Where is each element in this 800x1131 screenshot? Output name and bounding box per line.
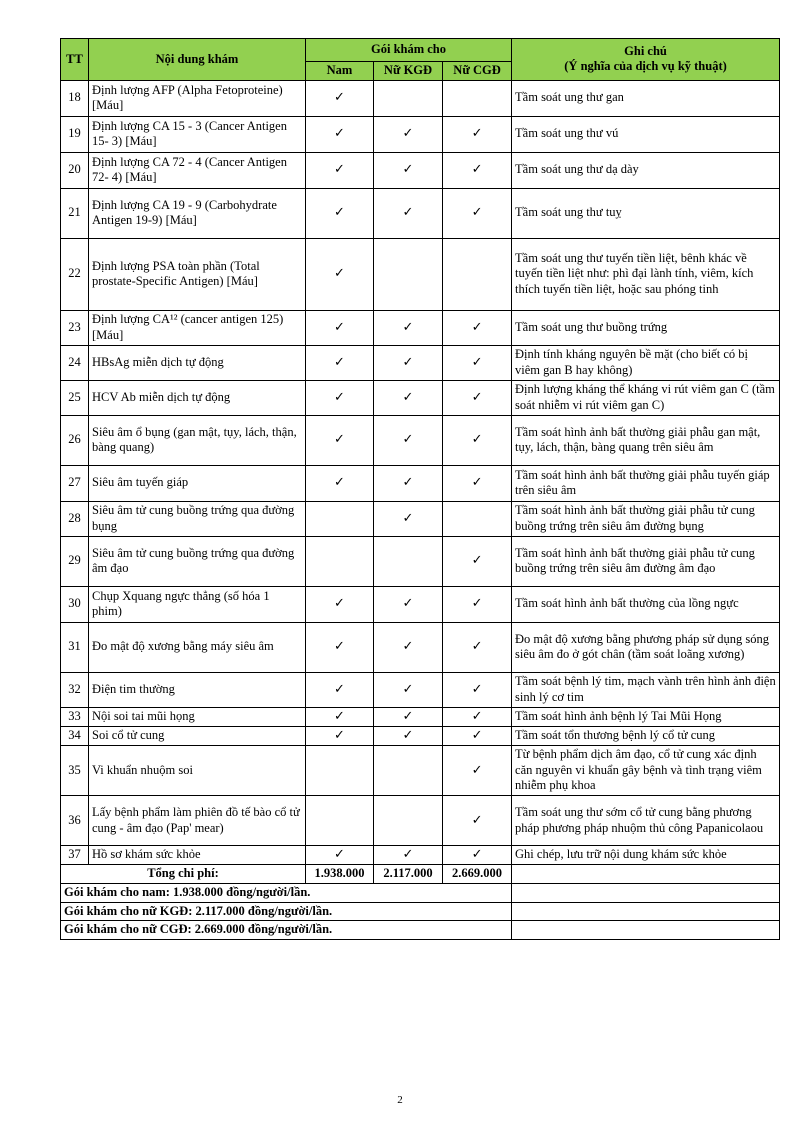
- check-cell-kgd: [374, 707, 443, 726]
- check-cell-cgd: [443, 672, 512, 707]
- check-icon: ✓: [471, 319, 483, 335]
- check-cell-cgd: [443, 415, 512, 465]
- row-number: 32: [61, 672, 89, 707]
- table-row: [61, 746, 780, 796]
- check-cell-nam: [306, 188, 374, 238]
- check-cell-cgd: [443, 536, 512, 586]
- summary-nu-kgd: Gói khám cho nữ KGĐ: 2.117.000 đồng/người/lần.: [61, 902, 512, 921]
- check-cell-cgd: [443, 310, 512, 345]
- check-cell-nam: [306, 536, 374, 586]
- table-row: [61, 586, 780, 622]
- row-content: Soi cổ tử cung: [89, 726, 306, 745]
- check-icon: ✓: [334, 266, 345, 281]
- check-cell-kgd: [374, 622, 443, 672]
- check-cell-cgd: [443, 586, 512, 622]
- row-number: 24: [61, 345, 89, 380]
- summary-nam: Gói khám cho nam: 1.938.000 đồng/người/lần.: [61, 884, 512, 903]
- rows-body: [61, 80, 780, 865]
- summary-row: [61, 921, 780, 940]
- row-content: Siêu âm tuyến giáp: [89, 465, 306, 501]
- check-cell-nam: [306, 846, 374, 865]
- check-icon: ✓: [471, 354, 483, 370]
- row-content: Nội soi tai mũi họng: [89, 707, 306, 726]
- check-cell-nam: [306, 707, 374, 726]
- check-icon: ✓: [334, 847, 345, 863]
- check-cell-kgd: [374, 586, 443, 622]
- header-tt: TT: [61, 39, 89, 81]
- row-number: 19: [61, 116, 89, 152]
- row-content: Hồ sơ khám sức khỏe: [89, 846, 306, 865]
- exam-package-table: [60, 38, 780, 940]
- total-note-empty: [512, 865, 780, 884]
- row-content: Định lượng CA 72 - 4 (Cancer Antigen 72- 4) [Máu]: [89, 152, 306, 188]
- row-number: 35: [61, 746, 89, 796]
- check-icon: ✓: [334, 90, 345, 105]
- check-cell-kgd: [374, 188, 443, 238]
- check-cell-cgd: [443, 846, 512, 865]
- check-cell-kgd: [374, 796, 443, 846]
- check-cell-kgd: [374, 672, 443, 707]
- check-cell-cgd: [443, 726, 512, 745]
- row-note: Tầm soát ung thư buồng trứng: [512, 310, 780, 345]
- page-number: 2: [397, 1094, 403, 1106]
- check-cell-nam: [306, 152, 374, 188]
- row-note: Tầm soát ung thư tuyến tiền liệt, bênh khác về tuyến tiền liệt như: phì đại lành tính, viêm, kích thích tuyến tiền liệt, hoặc sau phóng tinh: [512, 238, 780, 310]
- row-content: Điện tim thường: [89, 672, 306, 707]
- total-nu-kgd: 2.117.000: [374, 865, 443, 884]
- check-icon: ✓: [471, 205, 483, 220]
- check-cell-kgd: [374, 536, 443, 586]
- row-number: 21: [61, 188, 89, 238]
- check-cell-cgd: [443, 238, 512, 310]
- row-content: Siêu âm tử cung buồng trứng qua đường bụng: [89, 501, 306, 536]
- check-icon: ✓: [334, 432, 345, 447]
- check-icon: ✓: [402, 847, 414, 863]
- check-cell-kgd: [374, 310, 443, 345]
- total-nu-cgd: 2.669.000: [443, 865, 512, 884]
- table-row: [61, 238, 780, 310]
- check-cell-nam: [306, 622, 374, 672]
- table-row: [61, 622, 780, 672]
- check-icon: ✓: [471, 847, 483, 863]
- check-icon: ✓: [402, 596, 414, 611]
- check-icon: ✓: [471, 432, 483, 447]
- header-note-title: Ghi chú: [624, 43, 667, 58]
- summary-empty: [512, 921, 780, 940]
- row-number: 33: [61, 707, 89, 726]
- row-content: Chụp Xquang ngực thẳng (số hóa 1 phim): [89, 586, 306, 622]
- row-number: 29: [61, 536, 89, 586]
- row-note: Từ bệnh phẩm dịch âm đạo, cổ tử cung xác định căn nguyên vi khuẩn gây bệnh và tình trạng viêm nhiễm phụ khoa: [512, 746, 780, 796]
- header-note: [512, 39, 780, 81]
- check-cell-nam: [306, 672, 374, 707]
- row-content: Siêu âm ổ bụng (gan mật, tụy, lách, thận, bàng quang): [89, 415, 306, 465]
- check-icon: ✓: [471, 162, 483, 177]
- row-note: Tầm soát hình ảnh bất thường giải phẫu tuyến giáp trên siêu âm: [512, 465, 780, 501]
- table-row: [61, 796, 780, 846]
- row-content: Định lượng CA¹² (cancer antigen 125) [Máu]: [89, 310, 306, 345]
- check-icon: ✓: [471, 475, 483, 490]
- row-note: Ghi chép, lưu trữ nội dung khám sức khỏe: [512, 846, 780, 865]
- check-icon: ✓: [471, 596, 483, 611]
- row-number: 26: [61, 415, 89, 465]
- table-row: [61, 536, 780, 586]
- total-row: [61, 865, 780, 884]
- check-cell-nam: [306, 796, 374, 846]
- table-row: [61, 310, 780, 345]
- table-row: [61, 116, 780, 152]
- check-icon: ✓: [402, 162, 414, 177]
- check-cell-cgd: [443, 465, 512, 501]
- check-icon: ✓: [471, 553, 483, 568]
- row-note: Tầm soát ung thư vú: [512, 116, 780, 152]
- row-note: Tầm soát hình ảnh bất thường giải phẫu tử cung buồng trứng trên siêu âm đường bụng: [512, 501, 780, 536]
- check-icon: ✓: [402, 432, 414, 447]
- check-icon: ✓: [334, 205, 345, 220]
- row-content: Đo mật độ xương bằng máy siêu âm: [89, 622, 306, 672]
- check-icon: ✓: [334, 389, 345, 405]
- check-icon: ✓: [402, 319, 414, 335]
- check-icon: ✓: [402, 205, 414, 220]
- check-icon: ✓: [402, 126, 414, 141]
- table-row: [61, 707, 780, 726]
- summary-row: [61, 902, 780, 921]
- row-number: 25: [61, 380, 89, 415]
- check-icon: ✓: [402, 389, 414, 405]
- table-row: [61, 672, 780, 707]
- check-cell-kgd: [374, 238, 443, 310]
- check-icon: ✓: [334, 354, 345, 370]
- check-icon: ✓: [402, 681, 414, 697]
- row-content: Định lượng CA 15 - 3 (Cancer Antigen 15- 3) [Máu]: [89, 116, 306, 152]
- row-note: Tầm soát hình ảnh bất thường giải phẫu tử cung buồng trứng trên siêu âm đường âm đạo: [512, 536, 780, 586]
- total-nam: 1.938.000: [306, 865, 374, 884]
- check-icon: ✓: [471, 708, 483, 724]
- summary-empty: [512, 884, 780, 903]
- row-number: 18: [61, 80, 89, 116]
- check-cell-kgd: [374, 415, 443, 465]
- row-number: 28: [61, 501, 89, 536]
- check-icon: ✓: [471, 126, 483, 141]
- table-row: [61, 188, 780, 238]
- check-cell-cgd: [443, 80, 512, 116]
- row-number: 20: [61, 152, 89, 188]
- check-cell-nam: [306, 380, 374, 415]
- header-packages: Gói khám cho: [306, 39, 512, 62]
- check-icon: ✓: [334, 596, 345, 611]
- row-content: HBsAg miễn dịch tự động: [89, 345, 306, 380]
- table-row: [61, 345, 780, 380]
- check-cell-kgd: [374, 345, 443, 380]
- row-content: Định lượng PSA toàn phần (Total prostate-Specific Antigen) [Máu]: [89, 238, 306, 310]
- check-cell-cgd: [443, 345, 512, 380]
- check-icon: ✓: [334, 708, 345, 724]
- check-cell-nam: [306, 238, 374, 310]
- check-cell-nam: [306, 310, 374, 345]
- table-row: [61, 415, 780, 465]
- check-icon: ✓: [471, 812, 483, 828]
- check-cell-kgd: [374, 80, 443, 116]
- check-icon: ✓: [334, 126, 345, 141]
- check-cell-cgd: [443, 188, 512, 238]
- check-icon: ✓: [402, 475, 414, 490]
- summary-row: [61, 884, 780, 903]
- check-cell-cgd: [443, 116, 512, 152]
- check-cell-cgd: [443, 152, 512, 188]
- row-content: Vi khuẩn nhuộm soi: [89, 746, 306, 796]
- table-row: [61, 726, 780, 745]
- summary-nu-cgd: Gói khám cho nữ CGĐ: 2.669.000 đồng/người/lần.: [61, 921, 512, 940]
- row-number: 34: [61, 726, 89, 745]
- row-number: 23: [61, 310, 89, 345]
- total-label: Tổng chi phí:: [61, 865, 306, 884]
- header-row-1: [61, 39, 780, 62]
- check-cell-nam: [306, 80, 374, 116]
- check-icon: ✓: [402, 727, 414, 743]
- header-note-sub: (Ý nghĩa của dịch vụ kỹ thuật): [564, 59, 727, 74]
- header-nu-cgd: Nữ CGĐ: [443, 62, 512, 81]
- check-cell-kgd: [374, 152, 443, 188]
- row-number: 37: [61, 846, 89, 865]
- row-note: Tầm soát hình ảnh bất thường của lồng ngực: [512, 586, 780, 622]
- check-icon: ✓: [334, 475, 345, 490]
- check-cell-nam: [306, 345, 374, 380]
- check-cell-nam: [306, 116, 374, 152]
- table-row: [61, 465, 780, 501]
- check-cell-cgd: [443, 501, 512, 536]
- check-cell-kgd: [374, 380, 443, 415]
- check-icon: ✓: [471, 681, 483, 697]
- row-note: Tầm soát ung thư sớm cổ tử cung bằng phương pháp phương pháp nhuộm thủ công Papanicolaou: [512, 796, 780, 846]
- check-icon: ✓: [471, 727, 483, 743]
- check-cell-cgd: [443, 796, 512, 846]
- table-row: [61, 380, 780, 415]
- check-cell-kgd: [374, 746, 443, 796]
- check-cell-cgd: [443, 707, 512, 726]
- row-note: Định lượng kháng thể kháng vi rút viêm gan C (tầm soát nhiễm vi rút viêm gan C): [512, 380, 780, 415]
- check-cell-nam: [306, 586, 374, 622]
- check-cell-kgd: [374, 846, 443, 865]
- table-row: [61, 846, 780, 865]
- check-cell-nam: [306, 465, 374, 501]
- check-cell-kgd: [374, 726, 443, 745]
- check-icon: ✓: [471, 389, 483, 405]
- row-number: 27: [61, 465, 89, 501]
- header-nu-kgd: Nữ KGĐ: [374, 62, 443, 81]
- row-content: Siêu âm tử cung buồng trứng qua đường âm đạo: [89, 536, 306, 586]
- check-icon: ✓: [402, 708, 414, 724]
- check-icon: ✓: [334, 162, 345, 177]
- check-icon: ✓: [471, 639, 483, 654]
- row-content: Định lượng CA 19 - 9 (Carbohydrate Antigen 19-9) [Máu]: [89, 188, 306, 238]
- row-number: 22: [61, 238, 89, 310]
- row-note: Tầm soát hình ảnh bất thường giải phẫu gan mật, tụy, lách, thận, bàng quang trên siêu âm: [512, 415, 780, 465]
- check-cell-kgd: [374, 116, 443, 152]
- check-icon: ✓: [334, 681, 345, 697]
- header-content: Nội dung khám: [89, 39, 306, 81]
- check-cell-kgd: [374, 465, 443, 501]
- row-number: 36: [61, 796, 89, 846]
- row-note: Tầm soát ung thư dạ dày: [512, 152, 780, 188]
- check-cell-nam: [306, 415, 374, 465]
- check-cell-nam: [306, 746, 374, 796]
- row-note: Tầm soát hình ảnh bệnh lý Tai Mũi Họng: [512, 707, 780, 726]
- row-note: Tầm soát ung thư gan: [512, 80, 780, 116]
- row-number: 31: [61, 622, 89, 672]
- check-icon: ✓: [402, 639, 414, 654]
- check-icon: ✓: [402, 354, 414, 370]
- row-note: Đo mật độ xương bằng phương pháp sử dụng sóng siêu âm đo ở gót chân (tầm soát loãng xương): [512, 622, 780, 672]
- row-note: Định tính kháng nguyên bề mặt (cho biết có bị viêm gan B hay không): [512, 345, 780, 380]
- table-row: [61, 501, 780, 536]
- row-content: Định lượng AFP (Alpha Fetoproteine) [Máu]: [89, 80, 306, 116]
- table-row: [61, 152, 780, 188]
- check-cell-cgd: [443, 746, 512, 796]
- check-icon: ✓: [334, 639, 345, 654]
- summary-empty: [512, 902, 780, 921]
- row-content: Lấy bệnh phẩm làm phiên đồ tế bào cổ tử cung - âm đạo (Pap' mear): [89, 796, 306, 846]
- check-icon: ✓: [334, 727, 345, 743]
- check-cell-nam: [306, 726, 374, 745]
- check-cell-cgd: [443, 622, 512, 672]
- row-content: HCV Ab miễn dịch tự động: [89, 380, 306, 415]
- check-icon: ✓: [402, 510, 414, 526]
- row-note: Tầm soát bệnh lý tim, mạch vành trên hình ảnh điện sinh lý cơ tim: [512, 672, 780, 707]
- table-row: [61, 80, 780, 116]
- header-nam: Nam: [306, 62, 374, 81]
- row-note: Tầm soát ung thư tuỵ: [512, 188, 780, 238]
- check-cell-kgd: [374, 501, 443, 536]
- row-number: 30: [61, 586, 89, 622]
- check-icon: ✓: [471, 762, 483, 778]
- row-note: Tầm soát tổn thương bệnh lý cổ tử cung: [512, 726, 780, 745]
- check-icon: ✓: [334, 319, 345, 335]
- check-cell-nam: [306, 501, 374, 536]
- check-cell-cgd: [443, 380, 512, 415]
